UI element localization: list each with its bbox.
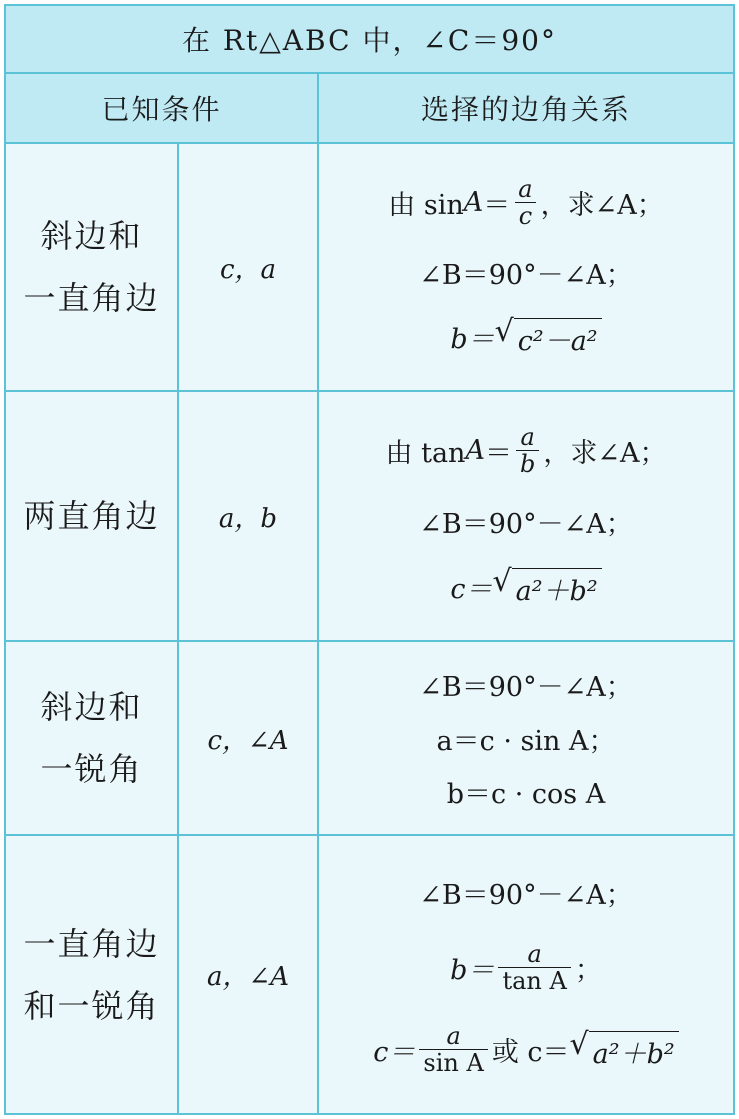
row2-line2: ∠B＝90°－∠A；: [419, 508, 633, 540]
row4-condition: [6, 836, 177, 1113]
row1-given-text: c，a: [219, 254, 277, 285]
row2-line1: 由 tan A ＝ $\frac{a}{b}$ ，求∠A；: [385, 423, 667, 479]
row3-relations: [319, 642, 733, 834]
row2-given: [179, 392, 317, 640]
row4-relations: [319, 836, 733, 1113]
row2-line3: c＝ √ a²＋b²: [450, 565, 601, 608]
row3-condition: [6, 642, 177, 834]
fraction: $\frac{a}{\text{sin A}}$: [419, 1023, 487, 1076]
row3-line3: b＝c · cos A: [446, 779, 606, 811]
row2-condition: [6, 392, 177, 640]
row1-given: [179, 144, 317, 390]
table-title: [6, 6, 733, 72]
row3-condition-line2: 一锐角: [40, 750, 143, 788]
row2-given-text: a，b: [218, 503, 278, 534]
row4-condition-line1: 一直角边: [23, 924, 160, 963]
row3-condition-line1: 斜边和: [40, 688, 143, 726]
header-relation: [319, 74, 733, 142]
row1-condition-line2: 一直角边: [23, 279, 160, 317]
header-relation-text: 选择的边角关系: [420, 93, 631, 126]
row4-given: [179, 836, 317, 1113]
row3-given-text: c，∠A: [207, 725, 289, 756]
header-known-text: 已知条件: [101, 93, 222, 126]
row3-line1: ∠B＝90°－∠A；: [419, 671, 633, 703]
row1-condition: [6, 144, 177, 390]
relation-table: [4, 4, 735, 1115]
row1-line1: 由 sin A ＝ $\frac{a}{c}$ ，求∠A；: [388, 174, 664, 230]
row4-given-text: a，∠A: [206, 962, 290, 992]
sqrt: √ a²＋b²: [570, 1028, 679, 1071]
row2-relations: [319, 392, 733, 640]
sqrt: √ a²＋b²: [492, 565, 601, 608]
fraction: $\frac{a}{c}$: [514, 176, 536, 229]
row4-condition-line2: 和一锐角: [23, 986, 160, 1025]
sqrt: √ c²－a²: [495, 315, 602, 358]
header-known: [6, 74, 317, 142]
row3-line2: a＝c · sin A；: [436, 725, 616, 757]
row1-relations: [319, 144, 733, 390]
row2-condition-line1: 两直角边: [23, 497, 160, 535]
row4-line3: c＝ $\frac{a}{\text{sin A}}$ 或 c＝ √ a²＋b²: [373, 1023, 678, 1076]
row1-condition-line1: 斜边和: [40, 217, 143, 255]
title-text: 在 Rt△ABC 中，∠C＝90°: [182, 24, 557, 57]
row3-given: [179, 642, 317, 834]
fraction: $\frac{a}{\text{tan A}}$: [498, 941, 570, 994]
row1-line3: b＝ √ c²－a²: [450, 315, 601, 358]
row1-line2: ∠B＝90°－∠A；: [419, 259, 633, 291]
row4-line2: b＝ $\frac{a}{\text{tan A}}$ ；: [450, 940, 602, 995]
fraction: $\frac{a}{b}$: [516, 424, 539, 477]
row4-line1: ∠B＝90°－∠A；: [419, 880, 633, 911]
